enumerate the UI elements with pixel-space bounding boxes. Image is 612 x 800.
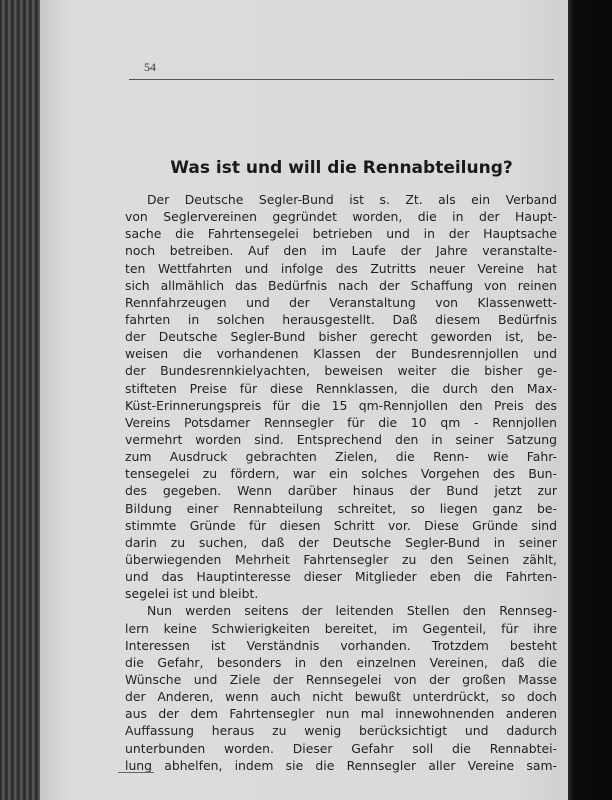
text-line: sache die Fahrtensegelei betrieben und in der Hauptsache (125, 226, 557, 242)
text-line: Wünsche und Ziele der Rennsegelei von der großen Masse (125, 671, 557, 687)
text-line: der Bundesrennkielyachten, beweisen weiter die bisher ge- (125, 363, 557, 379)
text-line: vermehrt worden sind. Entsprechend den in seiner Satzung (125, 431, 557, 447)
text-line: lern keine Schwierigkeiten bereitet, im Gegenteil, für ihre (125, 620, 557, 636)
text-line: weisen die vorhandenen Klassen der Bundesrennjollen und (125, 346, 557, 362)
text-line: der Deutsche Segler-Bund bisher gerecht geworden ist, be- (125, 329, 557, 345)
text-line: der Anderen, wenn auch nicht bewußt unterdrückt, so doch (125, 689, 557, 705)
footer-mark (118, 772, 154, 773)
text-line: überwiegenden Mehrheit Fahrtensegler zu den Seinen zählt, (125, 551, 557, 567)
text-line: unterbunden worden. Dieser Gefahr soll die Rennabtei- (125, 740, 557, 756)
body-text (125, 191, 557, 774)
chapter-heading: Was ist und will die Rennabteilung? (170, 158, 513, 178)
text-line: noch betreiben. Auf den im Laufe der Jahre veranstalte- (125, 243, 557, 259)
text-line: ten Wettfahrten und infolge des Zutritts neuer Vereine hat (125, 260, 557, 276)
text-line: Küst-Erinnerungspreis für die 15 qm-Rennjollen den Preis des (125, 397, 557, 413)
text-line: Rennfahrzeugen und der Veranstaltung von Klassenwett- (125, 294, 557, 310)
text-line: segelei ist und bleibt. (125, 586, 259, 602)
text-line: Auffassung heraus zu wenig berücksichtigt und dadurch (125, 723, 557, 739)
text-line: lung abhelfen, indem sie die Rennsegler aller Vereine sam- (125, 757, 557, 773)
text-line: Interessen ist Verständnis vorhanden. Trotzdem besteht (125, 637, 557, 653)
text-line: fahrten in solchen herausgestellt. Daß diesem Bedürfnis (125, 311, 557, 327)
background-shadow (564, 0, 612, 800)
text-line: tensegelei zu fördern, war ein solches Vorgehen des Bun- (125, 466, 557, 482)
text-line: des gegeben. Wenn darüber hinaus der Bund jetzt zur (125, 483, 557, 499)
text-line: Bildung einer Rennabteilung schreitet, so liegen ganz be- (125, 500, 557, 516)
text-line: stifteten Preise für diese Rennklassen, die durch den Max- (125, 380, 557, 396)
book-page (40, 0, 568, 800)
paragraph (125, 191, 557, 602)
text-line: darin zu suchen, daß der Deutsche Segler-Bund in seiner (125, 534, 557, 550)
text-line: zum Ausdruck gebrachten Zielen, die Renn- wie Fahr- (125, 449, 557, 465)
header-rule (129, 79, 554, 80)
text-line: sich allmählich das Bedürfnis nach der Schaffung von reinen (125, 277, 557, 293)
paragraph (125, 602, 557, 773)
text-line: von Seglervereinen gegründet worden, die in der Haupt- (125, 209, 557, 225)
text-line: Vereins Potsdamer Rennsegler für die 10 qm - Rennjollen (125, 414, 557, 430)
text-line: aus der dem Fahrtensegler nun mal innewohnenden anderen (125, 706, 557, 722)
text-line: und das Hauptinteresse dieser Mitglieder eben die Fahrten- (125, 569, 557, 585)
text-line: Nun werden seitens der leitenden Stellen den Rennseg- (147, 603, 557, 619)
page-number: 54 (144, 60, 156, 74)
text-line: die Gefahr, besonders in den einzelnen Vereinen, daß die (125, 654, 557, 670)
text-line: stimmte Gründe für diesen Schritt vor. Diese Gründe sind (125, 517, 557, 533)
text-line: Der Deutsche Segler-Bund ist s. Zt. als ein Verband (147, 192, 557, 207)
book-page-edges (0, 0, 42, 800)
